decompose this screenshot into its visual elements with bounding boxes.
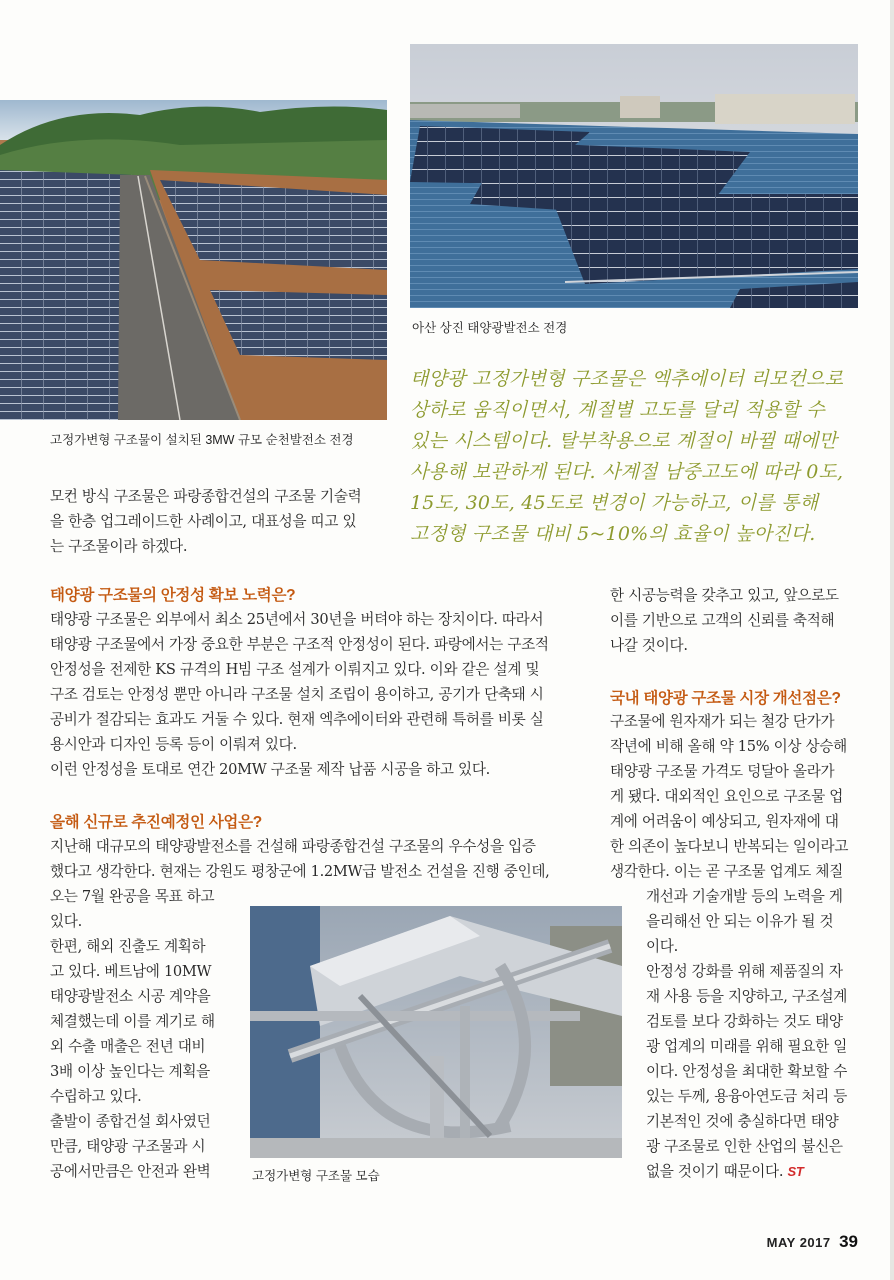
section1-line: 구조 검토는 안정성 뿐만 아니라 구조물 설치 조립이 용이하고, 공기가 단축돼 시 <box>50 686 544 703</box>
right-col-body <box>610 709 862 884</box>
right-col-line: 검토를 보다 강화하는 것도 태양 <box>646 1013 843 1030</box>
page-edge-strip <box>890 0 894 1280</box>
right-col-line: 광 업계의 미래를 위해 필요한 일 <box>646 1038 848 1055</box>
right-col-line: 이를 기반으로 고객의 신뢰를 축적해 <box>610 612 835 629</box>
section1-line: 태양광 구조물은 외부에서 최소 25년에서 30년을 버텨야 하는 장치이다. 따라서 <box>50 611 544 628</box>
structure-photo <box>250 906 622 1158</box>
closing-line-text: 없을 것이기 때문이다. <box>646 1163 784 1180</box>
section2-line: 3배 이상 높인다는 계획을 <box>50 1063 210 1080</box>
right-col-line: 안정성 강화를 위해 제품질의 자 <box>646 963 843 980</box>
section2-line: 지난해 대규모의 태양광발전소를 건설해 파랑종합건설 구조물의 우수성을 입증 <box>50 838 536 855</box>
pull-quote-line: 태양광 고정가변형 구조물은 엑추에이터 리모컨으로 <box>410 368 844 390</box>
pull-quote-line: 사용해 보관하게 된다. 사계절 남중고도에 따라 0도, <box>410 461 844 483</box>
right-col-line: 기본적인 것에 충실하다면 태양 <box>646 1113 839 1130</box>
section2-line: 만큼, 태양광 구조물과 시 <box>50 1138 206 1155</box>
section2-line: 한편, 해외 진출도 계획하 <box>50 938 206 955</box>
right-col-line: 재 사용 등을 지양하고, 구조설계 <box>646 988 848 1005</box>
page-footer <box>767 1232 858 1252</box>
right-col-line: 한 시공능력을 갖추고 있고, 앞으로도 <box>610 587 839 604</box>
section2-line: 체결했는데 이를 계기로 해 <box>50 1013 215 1030</box>
section2-line: 공에서만큼은 안전과 완벽 <box>50 1163 211 1180</box>
pull-quote-line: 있는 시스템이다. 탈부착용으로 계절이 바뀔 때에만 <box>410 430 838 452</box>
suncheon-plant-photo <box>0 100 387 420</box>
issue-date: MAY 2017 <box>766 1235 831 1250</box>
right-col-line: 광 구조물로 인한 산업의 불신은 <box>646 1138 843 1155</box>
section1-line: 이런 안정성을 토대로 연간 20MW 구조물 제작 납품 시공을 하고 있다. <box>50 761 490 778</box>
right-col-line: 있는 두께, 용융아연도금 처리 등 <box>646 1088 848 1105</box>
pull-quote <box>410 364 870 550</box>
pull-quote-line: 상하로 움직이면서, 계절별 고도를 달리 적용할 수 <box>410 399 825 421</box>
section1-line: 용시안과 디자인 등록 등이 이뤄져 있다. <box>50 736 297 753</box>
section2-heading: 올해 신규로 추진예정인 사업은? <box>50 814 262 831</box>
right-col-heading: 국내 태양광 구조물 시장 개선점은? <box>610 690 841 707</box>
right-col-line: 작년에 비해 올해 약 15% 이상 상승해 <box>610 738 847 755</box>
section1-body <box>50 607 582 782</box>
pull-quote-line: 고정형 구조물 대비 5~10%의 효율이 높아진다. <box>410 523 816 545</box>
page-number: 39 <box>839 1232 858 1251</box>
section2-line: 외 수출 매출은 전년 대비 <box>50 1038 206 1055</box>
pull-quote-line: 15도, 30도, 45도로 변경이 가능하고, 이를 통해 <box>410 492 819 514</box>
right-col-line: 구조물에 원자재가 되는 철강 단가가 <box>610 713 835 730</box>
section2-line: 했다고 생각한다. 현재는 강원도 평창군에 1.2MW급 발전소 건설을 진행 중인데, <box>50 863 550 880</box>
section2-narrow-body <box>50 884 240 1184</box>
suncheon-photo-caption: 고정가변형 구조물이 설치된 3MW 규모 순천발전소 전경 <box>50 433 354 447</box>
asan-photo-caption: 아산 상진 태양광발전소 전경 <box>412 321 568 335</box>
right-col-line: 개선과 기술개발 등의 노력을 게 <box>646 888 843 905</box>
right-col-line: 게 됐다. 대외적인 요인으로 구조물 업 <box>610 788 843 805</box>
section2-line: 있다. <box>50 913 82 930</box>
right-col-line <box>646 1159 862 1184</box>
intro-paragraph <box>50 484 390 559</box>
section2-line: 태양광발전소 시공 계약을 <box>50 988 211 1005</box>
right-col-narrow-body <box>646 884 862 1184</box>
section2-wide-body <box>50 834 582 884</box>
right-col-line: 태양광 구조물 가격도 덩달아 올라가 <box>610 763 835 780</box>
right-col-line: 이다. <box>646 938 678 955</box>
intro-line: 는 구조물이라 하겠다. <box>50 538 188 555</box>
section1-heading: 태양광 구조물의 안정성 확보 노력은? <box>50 587 296 604</box>
right-col-line: 나갈 것이다. <box>610 637 688 654</box>
right-col-line: 이다. 안정성을 최대한 확보할 수 <box>646 1063 848 1080</box>
intro-line: 을 한층 업그레이드한 사례이고, 대표성을 띠고 있 <box>50 513 357 530</box>
structure-photo-caption: 고정가변형 구조물 모습 <box>252 1169 380 1183</box>
section2-line: 출발이 종합건설 회사였던 <box>50 1113 211 1130</box>
right-col-line: 생각한다. 이는 곧 구조물 업계도 체질 <box>610 863 843 880</box>
intro-line: 모컨 방식 구조물은 파랑종합건설의 구조물 기술력 <box>50 488 362 505</box>
asan-plant-photo <box>410 44 858 308</box>
section1-line: 공비가 절감되는 효과도 거둘 수 있다. 현재 엑추에이터와 관련해 특허를 비롯 실 <box>50 711 544 728</box>
right-col-line: 계에 어려움이 예상되고, 원자재에 대 <box>610 813 839 830</box>
right-col-line: 을리해선 안 되는 이유가 될 것 <box>646 913 834 930</box>
right-col-continuation <box>610 583 862 658</box>
section2-line: 고 있다. 베트남에 10MW <box>50 963 212 980</box>
section2-line: 오는 7월 완공을 목표 하고 <box>50 888 215 905</box>
section1-line: 안정성을 전제한 KS 규격의 H빔 구조 설계가 이뤄지고 있다. 이와 같은 설계 및 <box>50 661 540 678</box>
right-col-line: 한 의존이 높다보니 반복되는 일이라고 <box>610 838 849 855</box>
end-mark-logo: ST <box>787 1164 804 1179</box>
section2-line: 수립하고 있다. <box>50 1088 142 1105</box>
section1-line: 태양광 구조물에서 가장 중요한 부분은 구조적 안정성이 된다. 파랑에서는 구조적 <box>50 636 549 653</box>
